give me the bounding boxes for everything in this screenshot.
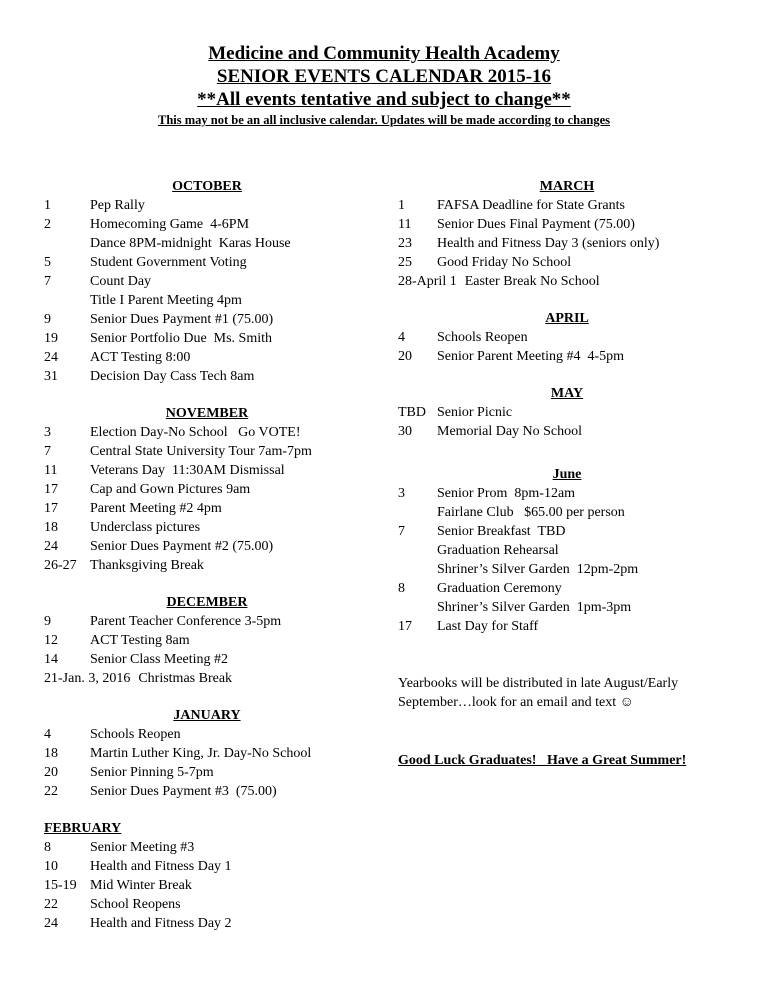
event-row: [44, 518, 398, 537]
event-text: Health and Fitness Day 1: [90, 859, 232, 874]
event-date: 9: [44, 312, 51, 327]
event-text: Good Friday No School: [437, 255, 572, 270]
event-text: Pep Rally: [90, 198, 145, 213]
event-date: 11: [398, 217, 412, 232]
event-text: Martin Luther King, Jr. Day-No School: [90, 746, 312, 761]
event-date: [44, 234, 90, 253]
event-text: Count Day: [90, 274, 152, 289]
event-text: Parent Meeting #2 4pm: [90, 501, 222, 516]
month-heading: [398, 309, 736, 328]
event-text: Senior Picnic: [437, 405, 513, 420]
event-date: 26-27: [44, 558, 77, 573]
month-december: [44, 593, 398, 688]
event-date: [398, 503, 437, 522]
month-october: [44, 177, 398, 386]
event-text: Cap and Gown Pictures 9am: [90, 482, 251, 497]
event-row: [44, 480, 398, 499]
event-text: Shriner’s Silver Garden 1pm-3pm: [437, 600, 632, 615]
event-row: [44, 423, 398, 442]
event-row: [398, 598, 736, 617]
event-text: Parent Teacher Conference 3-5pm: [90, 614, 282, 629]
month-heading-label: DECEMBER: [166, 595, 248, 610]
month-november: [44, 404, 398, 575]
event-date: 20: [398, 349, 412, 364]
event-date: 24: [44, 539, 58, 554]
event-text: Easter Break No School: [464, 274, 600, 289]
event-date: 28-April 1: [398, 274, 457, 289]
month-heading-label: APRIL: [545, 311, 589, 326]
event-date: 17: [398, 619, 412, 634]
event-row: [44, 914, 398, 933]
event-text: Schools Reopen: [437, 330, 528, 345]
event-date: [398, 598, 437, 617]
event-row: [44, 725, 398, 744]
event-text: Schools Reopen: [90, 727, 181, 742]
month-heading: [44, 177, 398, 196]
event-row: [44, 612, 398, 631]
event-text: Senior Class Meeting #2: [90, 652, 229, 667]
event-row: [398, 579, 736, 598]
event-row: [398, 196, 736, 215]
yearbook-note: Yearbooks will be distributed in late August/Early September…look for an email and text ☺: [398, 676, 682, 710]
event-row: [44, 537, 398, 556]
title-disclaimer: This may not be an all inclusive calendar. Updates will be made according to changes: [158, 113, 610, 127]
event-date: 7: [44, 444, 51, 459]
event-text: ACT Testing 8am: [90, 633, 190, 648]
column-left: [44, 177, 398, 951]
event-date: 4: [44, 727, 51, 742]
event-date: 14: [44, 652, 58, 667]
event-date: 21-Jan. 3, 2016: [44, 671, 131, 686]
month-heading: [44, 404, 398, 423]
event-text: School Reopens: [90, 897, 181, 912]
event-date: TBD: [398, 405, 426, 420]
month-heading-label: MARCH: [539, 179, 595, 194]
month-may: [398, 384, 736, 441]
event-text: Graduation Ceremony: [437, 581, 562, 596]
event-row: [398, 617, 736, 636]
event-date: 25: [398, 255, 412, 270]
event-date: 3: [44, 425, 51, 440]
month-april: [398, 309, 736, 366]
event-date: 20: [44, 765, 58, 780]
event-text: Senior Meeting #3: [90, 840, 195, 855]
event-text: Senior Dues Payment #3 (75.00): [90, 784, 277, 799]
month-june: [398, 465, 736, 636]
event-text: Fairlane Club $65.00 per person: [437, 505, 625, 520]
event-date: 9: [44, 614, 51, 629]
event-row: [398, 215, 736, 234]
event-text: Graduation Rehearsal: [437, 543, 559, 558]
event-row: [44, 367, 398, 386]
event-date: 22: [44, 784, 58, 799]
event-row: [398, 541, 736, 560]
event-text: Shriner’s Silver Garden 12pm-2pm: [437, 562, 639, 577]
event-date: 7: [44, 274, 51, 289]
event-row: [44, 763, 398, 782]
event-text: Decision Day Cass Tech 8am: [90, 369, 255, 384]
event-text: Student Government Voting: [90, 255, 247, 270]
event-text: Senior Pinning 5-7pm: [90, 765, 214, 780]
event-row: [44, 631, 398, 650]
event-text: Health and Fitness Day 3 (seniors only): [437, 236, 660, 251]
event-text: Homecoming Game 4-6PM: [90, 217, 250, 232]
event-row: [398, 503, 736, 522]
event-text: Senior Breakfast TBD: [437, 524, 566, 539]
event-row: [44, 857, 398, 876]
event-date: 15-19: [44, 878, 77, 893]
month-january: [44, 706, 398, 801]
event-row: [398, 347, 736, 366]
month-heading-label: FEBRUARY: [44, 821, 122, 836]
event-row: [44, 196, 398, 215]
event-date: 18: [44, 746, 58, 761]
event-row: [44, 348, 398, 367]
month-heading-label: JANUARY: [173, 708, 241, 723]
event-row: [44, 876, 398, 895]
month-heading: [44, 706, 398, 725]
title-line-3: **All events tentative and subject to change**: [197, 89, 571, 110]
event-row: [44, 669, 398, 688]
event-text: Christmas Break: [138, 671, 233, 686]
event-date: 23: [398, 236, 412, 251]
event-text: Underclass pictures: [90, 520, 201, 535]
event-row: [44, 234, 398, 253]
event-text: Dance 8PM-midnight Karas House: [90, 236, 291, 251]
event-text: Veterans Day 11:30AM Dismissal: [90, 463, 285, 478]
event-date: 3: [398, 486, 405, 501]
event-row: [44, 782, 398, 801]
month-heading-label: June: [552, 467, 582, 482]
event-date: 12: [44, 633, 58, 648]
document-header: [0, 42, 768, 129]
event-text: Senior Dues Payment #2 (75.00): [90, 539, 274, 554]
event-row: [44, 556, 398, 575]
month-march: [398, 177, 736, 291]
event-date: 8: [44, 840, 51, 855]
event-text: Senior Parent Meeting #4 4-5pm: [437, 349, 625, 364]
event-row: [44, 215, 398, 234]
event-text: FAFSA Deadline for State Grants: [437, 198, 625, 213]
title-line-2: SENIOR EVENTS CALENDAR 2015-16: [216, 66, 552, 87]
event-row: [398, 403, 736, 422]
event-text: Last Day for Staff: [437, 619, 539, 634]
month-heading: [44, 819, 398, 838]
month-heading: [398, 384, 736, 403]
month-heading-label: MAY: [550, 386, 584, 401]
event-text: Senior Dues Final Payment (75.00): [437, 217, 635, 232]
event-row: [398, 560, 736, 579]
event-row: [398, 272, 736, 291]
month-heading-label: NOVEMBER: [165, 406, 249, 421]
event-row: [44, 650, 398, 669]
event-row: [44, 310, 398, 329]
column-right-months: [398, 177, 736, 636]
event-text: ACT Testing 8:00: [90, 350, 191, 365]
event-date: 1: [398, 198, 405, 213]
event-row: [44, 499, 398, 518]
event-date: [398, 541, 437, 560]
event-row: [44, 442, 398, 461]
event-text: Memorial Day No School: [437, 424, 583, 439]
event-date: 30: [398, 424, 412, 439]
event-date: 22: [44, 897, 58, 912]
event-text: Mid Winter Break: [90, 878, 192, 893]
month-heading: [44, 593, 398, 612]
event-text: Senior Dues Payment #1 (75.00): [90, 312, 274, 327]
event-date: 24: [44, 350, 58, 365]
event-row: [398, 422, 736, 441]
event-date: [398, 560, 437, 579]
event-row: [44, 272, 398, 291]
event-date: 1: [44, 198, 51, 213]
event-date: 7: [398, 524, 405, 539]
event-date: 18: [44, 520, 58, 535]
event-row: [44, 895, 398, 914]
event-date: 11: [44, 463, 58, 478]
event-date: 24: [44, 916, 58, 931]
event-date: 19: [44, 331, 58, 346]
good-luck-note: Good Luck Graduates! Have a Great Summer!: [398, 753, 687, 768]
event-text: Senior Prom 8pm-12am: [437, 486, 576, 501]
month-heading: [398, 177, 736, 196]
column-right: [398, 177, 736, 951]
calendar-columns: [44, 177, 736, 951]
event-text: Health and Fitness Day 2: [90, 916, 232, 931]
event-date: [44, 291, 90, 310]
event-date: 8: [398, 581, 405, 596]
event-row: [44, 461, 398, 480]
month-heading-label: OCTOBER: [172, 179, 242, 194]
title-line-1: Medicine and Community Health Academy: [208, 43, 560, 64]
event-text: Thanksgiving Break: [90, 558, 204, 573]
event-row: [44, 291, 398, 310]
event-row: [44, 253, 398, 272]
event-row: [44, 329, 398, 348]
event-date: 31: [44, 369, 58, 384]
event-row: [44, 838, 398, 857]
event-row: [44, 744, 398, 763]
event-text: Election Day-No School Go VOTE!: [90, 425, 301, 440]
event-row: [398, 522, 736, 541]
column-left-months: [44, 177, 398, 933]
event-row: [398, 234, 736, 253]
event-date: 17: [44, 501, 58, 516]
event-date: 4: [398, 330, 405, 345]
event-date: 17: [44, 482, 58, 497]
event-row: [398, 484, 736, 503]
event-date: 2: [44, 217, 51, 232]
event-date: 10: [44, 859, 58, 874]
event-text: Senior Portfolio Due Ms. Smith: [90, 331, 273, 346]
event-text: Central State University Tour 7am-7pm: [90, 444, 312, 459]
event-text: Title I Parent Meeting 4pm: [90, 293, 242, 308]
event-date: 5: [44, 255, 51, 270]
month-heading: [398, 465, 736, 484]
event-row: [398, 328, 736, 347]
event-row: [398, 253, 736, 272]
month-february: [44, 819, 398, 933]
